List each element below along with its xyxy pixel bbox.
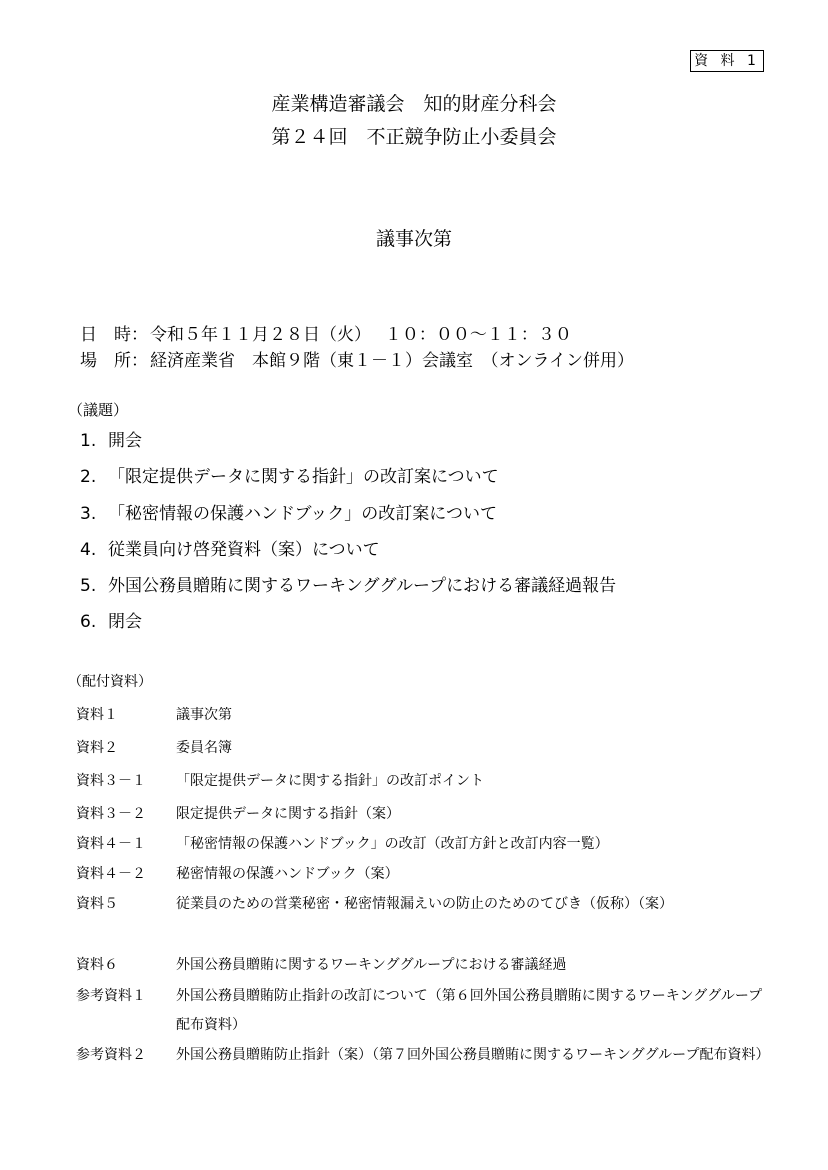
material-code: 資料４－２: [76, 866, 146, 882]
agenda-item-text: 従業員向け啓発資料（案）について: [108, 540, 380, 560]
agenda-section-label: （議題）: [68, 401, 129, 419]
agenda-item-number: 5.: [80, 576, 97, 596]
material-title: 議事次第: [176, 707, 232, 723]
material-title: 限定提供データに関する指針（案）: [176, 806, 400, 822]
material-title: 「秘密情報の保護ハンドブック」の改訂（改訂方針と改訂内容一覧）: [176, 836, 609, 852]
agenda-item-text: 「限定提供データに関する指針」の改訂案について: [108, 467, 499, 487]
datetime-value: 令和５年１１月２８日（火） １０：００～１１：３０: [150, 325, 572, 345]
agenda-item: [80, 430, 142, 452]
agenda-item-text: 「秘密情報の保護ハンドブック」の改訂案について: [108, 504, 497, 524]
agenda-item-text: 外国公務員贈賄に関するワーキンググループにおける審議経過報告: [108, 576, 617, 596]
material-title: 「限定提供データに関する指針」の改訂ポイント: [176, 773, 484, 789]
material-code: 資料１: [76, 707, 118, 723]
datetime-row: [80, 324, 572, 346]
document-number-box: 資 料 1: [690, 50, 764, 72]
material-code: 資料４－１: [76, 836, 146, 852]
agenda-item-number: 3.: [80, 504, 97, 524]
material-title: 外国公務員贈賄に関するワーキンググループにおける審議経過: [176, 957, 567, 973]
materials-section-label: （配付資料）: [68, 674, 152, 690]
material-code: 資料２: [76, 740, 118, 756]
datetime-label: 日 時：: [80, 325, 148, 345]
agenda-item-number: 2.: [80, 467, 97, 487]
material-code: 資料６: [76, 957, 118, 973]
material-code: 参考資料２: [76, 1047, 146, 1063]
material-title: 従業員のための営業秘密・秘密情報漏えいの防止のためのてびき（仮称）（案）: [176, 896, 673, 912]
agenda-item-number: 4.: [80, 540, 97, 560]
place-value: 経済産業省 本館９階（東１－１）会議室 （オンライン併用）: [150, 351, 634, 371]
agenda-item: [80, 466, 499, 488]
agenda-item-text: 開会: [108, 431, 142, 451]
committee-title: 第２４回 不正競争防止小委員会: [271, 126, 557, 148]
agenda-heading: 議事次第: [375, 228, 452, 250]
agenda-item: [80, 539, 380, 561]
material-title: 外国公務員贈賄防止指針の改訂について（第６回外国公務員贈賄に関するワーキンググループ配布資料）: [176, 988, 763, 1033]
material-title: 秘密情報の保護ハンドブック（案）: [176, 866, 399, 882]
agenda-item-text: 閉会: [108, 612, 142, 632]
material-code: 資料３－２: [76, 806, 146, 822]
agenda-item: [80, 611, 142, 633]
material-code: 資料５: [76, 896, 118, 912]
material-title: 外国公務員贈賄防止指針（案）（第７回外国公務員贈賄に関するワーキンググループ配布資料）: [176, 1047, 770, 1063]
place-label: 場 所：: [80, 351, 148, 371]
council-title: 産業構造審議会 知的財産分科会: [271, 93, 557, 115]
agenda-item-number: 1.: [80, 431, 97, 451]
agenda-item-number: 6.: [80, 612, 97, 632]
material-code: 参考資料１: [76, 988, 146, 1004]
material-title: 委員名簿: [176, 740, 232, 756]
place-row: [80, 350, 634, 372]
agenda-item: [80, 503, 497, 525]
material-code: 資料３－１: [76, 773, 146, 789]
agenda-item: [80, 575, 616, 597]
